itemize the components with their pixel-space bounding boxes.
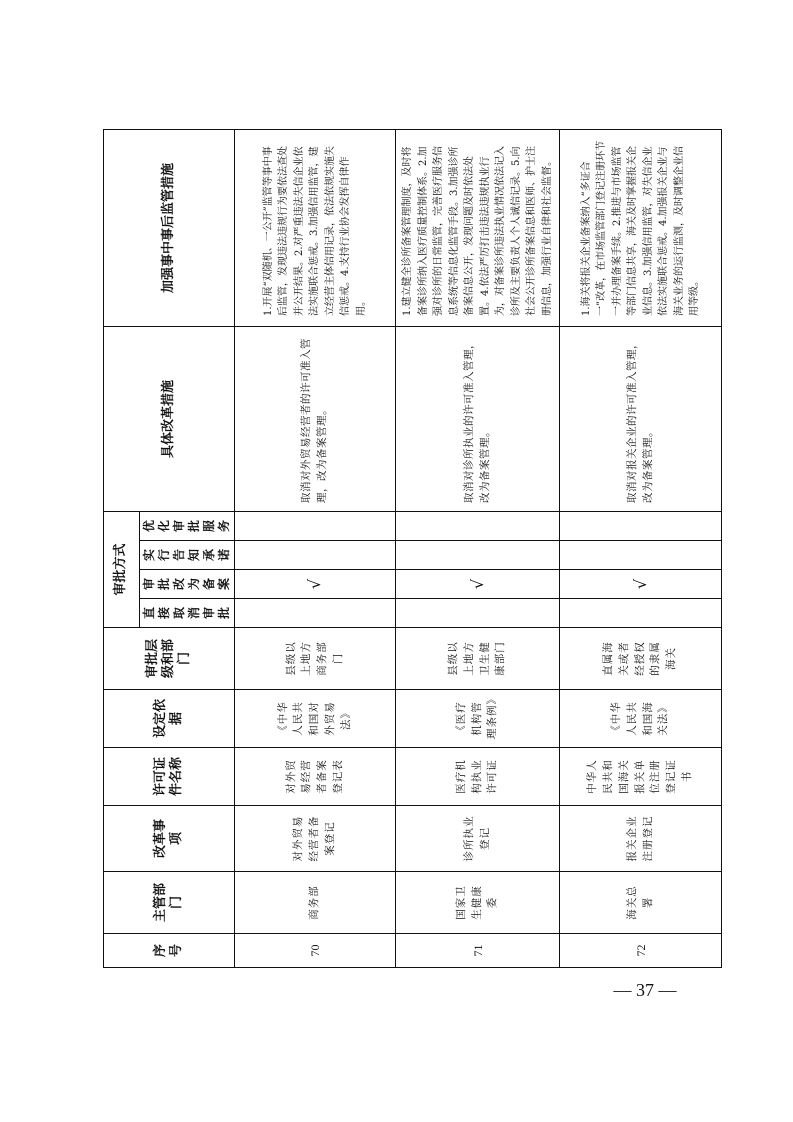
header-dept: 主管部门: [104, 872, 235, 934]
cell-basis: 《中华人民共和国对外贸易法》: [235, 690, 396, 748]
cell-measures: 取消对诊所执业的许可准入管理，改为备案管理。: [396, 326, 560, 511]
cell-level: 县级以上地方商务部门: [235, 628, 396, 690]
cell-supervision: 1.开展“双随机、一公开”监管等事中事后监管，发现违法违规行为要依法查处并公开结果。2.对严重违法失信企业依法实施联合惩戒。3.加强信用监管，建立经营主体信用记录，依法依规实施失信惩戒。4.支持行业协会发挥自律作用。: [235, 129, 396, 326]
header-license: 许可证件名称: [104, 748, 235, 806]
cell-method-notify: [560, 541, 722, 570]
cell-method-notify: [396, 541, 560, 570]
cell-basis: 《中华人民共和国海关法》: [560, 690, 722, 748]
header-method-filing: 审批改为备案: [140, 570, 235, 599]
header-method-optimize: 优化审批服务: [140, 511, 235, 540]
cell-seq: 70: [235, 934, 396, 968]
header-measures: 具体改革措施: [104, 326, 235, 511]
cell-dept: 国家卫生健康委: [396, 872, 560, 934]
cell-method-cancel: [396, 599, 560, 628]
cell-method-optimize: [396, 511, 560, 540]
cell-supervision: 1.海关将报关企业备案纳入“多证合一”改革，在市场监管部门登记注册环节一并办理备案手续。2.推进与市场监管等部门信息共享，海关及时掌握报关企业信息。3.加强信用监管，对失信企业依法实施联合惩戒。4.加强报关企业与海关业务的运行监测，及时调整企业信用等级。: [560, 129, 722, 326]
reform-items-table: [103, 129, 722, 968]
cell-supervision: 1.建立健全诊所备案管理制度，及时将备案诊所纳入医疗质量控制体系。2.加强对诊所的日常监管，完善医疗服务信息系统等信息化监管手段。3.加强诊所备案信息公开，发现问题及时依法处置。4.依法严厉打击违法违规执业行为，对备案诊所违法执业情况依法记入诊所及主要负责人个人诚信记录。5.向社会公开诊所备案信息和医师、护士注册信息，加强行业自律和社会监督。: [396, 129, 560, 326]
header-supervision: 加强事中事后监管措施: [104, 129, 235, 326]
cell-basis: 《医疗机构管理条例》: [396, 690, 560, 748]
cell-license: 对外贸易经营者备案登记表: [235, 748, 396, 806]
table-row: [235, 129, 396, 967]
cell-license: 医疗机构执业许可证: [396, 748, 560, 806]
cell-method-filing: √: [560, 570, 722, 599]
cell-method-optimize: [235, 511, 396, 540]
cell-method-optimize: [560, 511, 722, 540]
cell-measures: 取消对外贸易经营者的许可准入管理，改为备案管理。: [235, 326, 396, 511]
cell-dept: 海关总署: [560, 872, 722, 934]
header-method: 审批方式: [104, 511, 140, 627]
header-seq: 序号: [104, 934, 235, 968]
cell-seq: 71: [396, 934, 560, 968]
cell-license: 中华人民共和国海关报关单位注册登记证书: [560, 748, 722, 806]
cell-level: 直属海关或者经授权的隶属海关: [560, 628, 722, 690]
page-number: — 37 —: [613, 980, 677, 1000]
cell-method-filing: √: [235, 570, 396, 599]
rotated-table-wrapper: [103, 130, 700, 968]
header-basis: 设定依据: [104, 690, 235, 748]
cell-dept: 商务部: [235, 872, 396, 934]
cell-method-cancel: [235, 599, 396, 628]
table-row: [396, 129, 560, 967]
header-method-cancel: 直接取消审批: [140, 599, 235, 628]
table-row: [560, 129, 722, 967]
header-method-notify: 实行告知承诺: [140, 541, 235, 570]
cell-level: 县级以上地方卫生健康部门: [396, 628, 560, 690]
cell-method-cancel: [560, 599, 722, 628]
cell-item: 诊所执业登记: [396, 806, 560, 872]
cell-seq: 72: [560, 934, 722, 968]
cell-item: 对外贸易经营者备案登记: [235, 806, 396, 872]
cell-method-filing: √: [396, 570, 560, 599]
header-item: 改革事项: [104, 806, 235, 872]
table-header-row: [104, 129, 140, 967]
cell-measures: 取消对报关企业的许可准入管理，改为备案管理。: [560, 326, 722, 511]
header-level: 审批层级和部门: [104, 628, 235, 690]
cell-method-notify: [235, 541, 396, 570]
cell-item: 报关企业注册登记: [560, 806, 722, 872]
